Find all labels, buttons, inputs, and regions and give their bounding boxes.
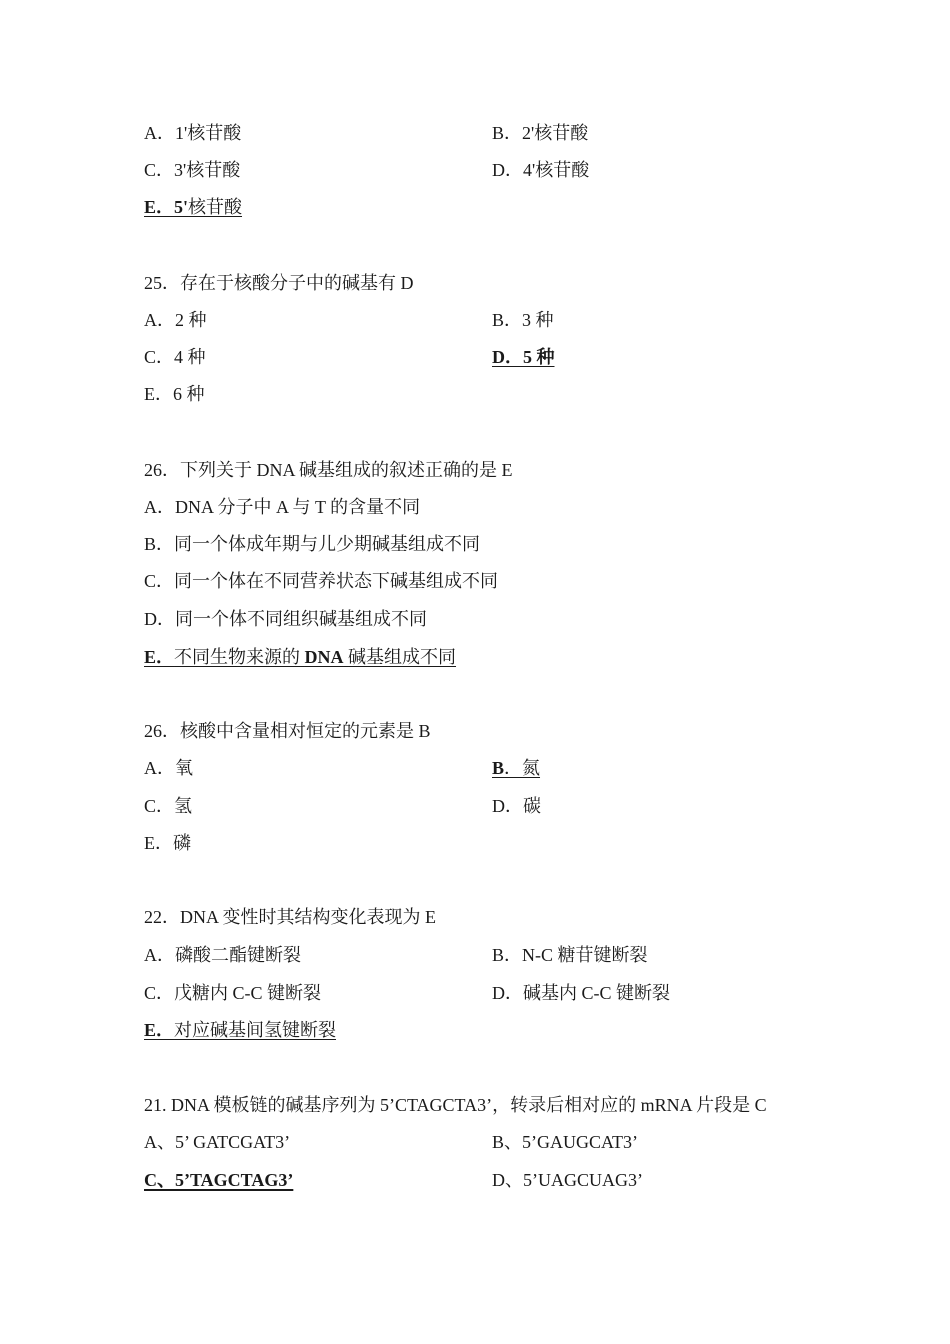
q26a-stem: 26．下列关于 DNA 碱基组成的叙述正确的是 E xyxy=(144,460,513,480)
q25-option-d-letter: D xyxy=(492,347,505,367)
q26b-option-c: C．氢 xyxy=(144,796,193,816)
q26b-option-a: A．氧 xyxy=(144,758,193,778)
q24-option-e-correct xyxy=(144,196,242,218)
q25-option-d-correct xyxy=(492,346,555,368)
q25-option-d-text: ．5 种 xyxy=(505,347,555,367)
q26a-option-a: A．DNA 分子中 A 与 T 的含量不同 xyxy=(144,497,421,517)
q26b-option-b-letter: B xyxy=(492,758,505,778)
q26b-option-b-text: ．氮 xyxy=(504,758,541,778)
q22-option-c: C．戊糖内 C-C 键断裂 xyxy=(144,983,322,1003)
q22-option-e-correct xyxy=(144,1019,336,1041)
q21-option-d: D、5’UAGCUAG3’ xyxy=(492,1170,643,1190)
q26a-option-c: C．同一个体在不同营养状态下碱基组成不同 xyxy=(144,571,499,591)
q24-option-a: A．1'核苷酸 xyxy=(144,123,242,143)
q22-stem: 22．DNA 变性时其结构变化表现为 E xyxy=(144,907,436,927)
q26b-option-e: E．磷 xyxy=(144,833,191,853)
q24-option-e-letter: E．5' xyxy=(144,197,189,217)
q21-option-c-correct: C、5’TAGCTAG3’ xyxy=(144,1170,294,1190)
q24-option-e-text: 核苷酸 xyxy=(188,197,243,217)
q21-option-a: A、5’ GATCGAT3’ xyxy=(144,1132,291,1152)
q22-option-b: B．N-C 糖苷键断裂 xyxy=(492,945,648,965)
q25-option-e: E．6 种 xyxy=(144,384,205,404)
q24-option-d: D．4'核苷酸 xyxy=(492,160,590,180)
q25-option-a: A．2 种 xyxy=(144,310,207,330)
q26a-option-e-text1: 不同生物来源的 xyxy=(174,647,301,667)
q26a-option-b: B．同一个体成年期与儿少期碱基组成不同 xyxy=(144,534,481,554)
q24-option-b: B．2'核苷酸 xyxy=(492,123,589,143)
q26b-option-d: D．碳 xyxy=(492,796,541,816)
q25-option-c: C．4 种 xyxy=(144,347,206,367)
q25-stem: 25．存在于核酸分子中的碱基有 D xyxy=(144,273,414,293)
q24-option-c: C．3'核苷酸 xyxy=(144,160,241,180)
q21-option-b: B、5’GAUGCAT3’ xyxy=(492,1132,638,1152)
q26a-option-e-correct xyxy=(144,646,456,668)
q26a-option-d: D．同一个体不同组织碱基组成不同 xyxy=(144,609,427,629)
q26b-stem: 26．核酸中含量相对恒定的元素是 B xyxy=(144,721,431,741)
q26a-option-e-letter: E． xyxy=(144,647,175,667)
q22-option-a: A．磷酸二酯键断裂 xyxy=(144,945,301,965)
q22-option-e-text: 对应碱基间氢键断裂 xyxy=(174,1020,337,1040)
q26a-option-e-text2: 碱基组成不同 xyxy=(348,647,457,667)
q26b-option-b-correct xyxy=(492,757,540,779)
q22-option-d: D．碱基内 C-C 键断裂 xyxy=(492,983,671,1003)
q26a-option-e-dna: DNA xyxy=(304,647,344,667)
q25-option-b: B．3 种 xyxy=(492,310,554,330)
q21-stem: 21. DNA 模板链的碱基序列为 5’CTAGCTA3’，转录后相对应的 mRNA 片段是 C xyxy=(144,1095,767,1115)
q22-option-e-letter: E． xyxy=(144,1020,175,1040)
